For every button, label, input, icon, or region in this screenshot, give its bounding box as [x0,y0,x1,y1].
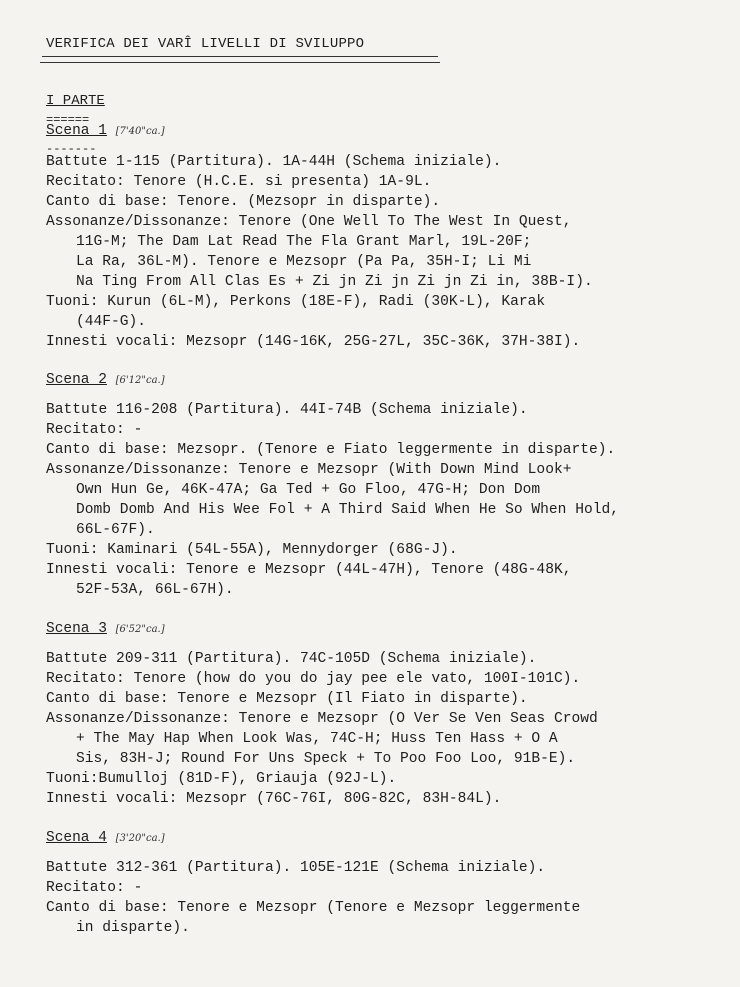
scene-heading [46,830,165,846]
scene-heading [46,123,165,139]
scene-title: Scena 2 [46,372,107,388]
scene-line: 11G-M; The Dam Lat Read The Fla Grant Marl, 19L-20F; [76,234,532,250]
scene-line: (44F-G). [76,314,147,330]
scene-line: in disparte). [76,920,190,936]
scene-line: Recitato: Tenore (how do you do jay pee ele vato, 100I-101C). [46,671,581,687]
scene-line: Battute 1-115 (Partitura). 1A-44H (Schema iniziale). [46,154,502,170]
scene-title: Scena 4 [46,830,107,846]
scene-line: Innesti vocali: Tenore e Mezsopr (44L-47H), Tenore (48G-48K, [46,562,572,578]
page-title: VERIFICA DEI VARÎ LIVELLI DI SVILUPPO [46,36,365,52]
scene-line: Canto di base: Mezsopr. (Tenore e Fiato leggermente in disparte). [46,442,616,458]
scene-title: Scena 1 [46,123,107,139]
scene-line: Recitato: Tenore (H.C.E. si presenta) 1A-9L. [46,174,432,190]
scene-line: 52F-53A, 66L-67H). [76,582,234,598]
scene-line: Battute 209-311 (Partitura). 74C-105D (Schema iniziale). [46,651,537,667]
scene-line: Assonanze/Dissonanze: Tenore (One Well To The West In Quest, [46,214,572,230]
scene-line: Battute 312-361 (Partitura). 105E-121E (Schema iniziale). [46,860,546,876]
scene-line: Innesti vocali: Mezsopr (76C-76I, 80G-82C, 83H-84L). [46,791,502,807]
scene-line: Tuoni:Bumulloj (81D-F), Griauja (92J-L). [46,771,397,787]
scene-line: Canto di base: Tenore e Mezsopr (Tenore e Mezsopr leggermente [46,900,581,916]
scene-line: Canto di base: Tenore e Mezsopr (Il Fiato in disparte). [46,691,528,707]
scene-line: Canto di base: Tenore. (Mezsopr in disparte). [46,194,441,210]
scene-duration: [6'12"ca.] [115,375,165,386]
scene-line: Na Ting From All Clas Es + Zi jn Zi jn Zi jn Zi in, 38B-I). [76,274,593,290]
scene-line: 66L-67F). [76,522,155,538]
scene-line: Battute 116-208 (Partitura). 44I-74B (Schema iniziale). [46,402,528,418]
title-underline-double [40,62,440,63]
scene-duration: [6'52"ca.] [115,624,165,635]
scene-dash-rule: ------- [46,142,97,156]
title-underline [42,56,438,57]
scene-line: Domb Domb And His Wee Fol + A Third Said When He So When Hold, [76,502,619,518]
scene-line: Recitato: - [46,880,143,896]
scene-duration: [7'40"ca.] [115,126,165,137]
scene-line: Sis, 83H-J; Round For Uns Speck + To Poo Foo Loo, 91B-E). [76,751,576,767]
scene-line: La Ra, 36L-M). Tenore e Mezsopr (Pa Pa, 35H-I; Li Mi [76,254,532,270]
scene-line: Assonanze/Dissonanze: Tenore e Mezsopr (O Ver Se Ven Seas Crowd [46,711,598,727]
scene-heading [46,372,165,388]
scene-line: Own Hun Ge, 46K-47A; Ga Ted + Go Floo, 47G-H; Don Dom [76,482,541,498]
scene-line: Tuoni: Kaminari (54L-55A), Mennydorger (68G-J). [46,542,458,558]
part-heading: I PARTE [46,93,105,109]
scene-title: Scena 3 [46,621,107,637]
scene-line: Innesti vocali: Mezsopr (14G-16K, 25G-27L, 35C-36K, 37H-38I). [46,334,581,350]
scene-line: Assonanze/Dissonanze: Tenore e Mezsopr (With Down Mind Look+ [46,462,572,478]
part-double-rule: ====== [46,113,90,127]
scene-heading [46,621,165,637]
scene-line: Tuoni: Kurun (6L-M), Perkons (18E-F), Radi (30K-L), Karak [46,294,546,310]
scene-line: + The May Hap When Look Was, 74C-H; Huss Ten Hass + O A [76,731,558,747]
scene-duration: [3'20"ca.] [115,833,165,844]
scene-line: Recitato: - [46,422,143,438]
